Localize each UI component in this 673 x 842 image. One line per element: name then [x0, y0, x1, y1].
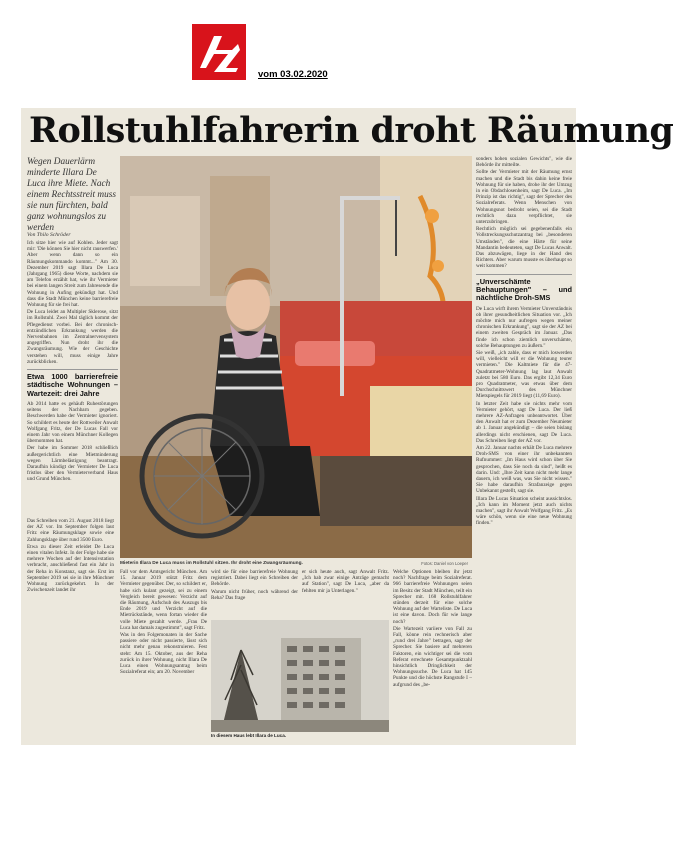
az-logo-mark: [192, 24, 246, 80]
photo-caption-row: [120, 561, 472, 566]
body-paragraph: Am 22. Januar nachts erhält De Luca mehrere Droh-SMS von einer ihr unbekannten Rufnummer: „Im Haus wird schon über Sie gesprochen, dass Sie noch da sind", heißt es darin. Und: „Ihre Zeit kann nicht mehr lange dauern, ich weiß was, was Sie nicht wissen." Sie habe daraufhin Strafanzeige gegen Unbekannt gestellt, sagt sie.: [476, 445, 572, 495]
woman-in-wheelchair-photo: [120, 156, 472, 558]
lead-column: [27, 240, 118, 515]
body-paragraph: Das Schreiben vom 21. August 2018 liegt der AZ vor. Im September folgen laut Fritz eine Räumungsklage sowie eine Zahlungsklage über rund 3500 Euro.: [27, 518, 114, 543]
body-paragraph: Sollte der Vermieter mit der Räumung ernst machen und die Stadt bis dahin keine freie Wohnung für sie haben, drohe ihr der Umzug in ein Obdachlosenheim, sagt De Luca. „Im Prinzip ist das richtig", sagt der Sprecher des Sozialreferats. Wenn Menschen von Wohnungsnot bedroht seien, sei die Stadt rechtlich dazu verpflichtet, sie unterzubringen.: [476, 169, 572, 226]
lead-paragraph: Ich sitze hier wie auf Kohlen. Jeder sagt mir: 'Die können Sie hier nicht rauswerfen.' Aber wenn dann so ein Räumungskommando kommt..." Am 30. Dezember 2019 sagt Illara De Luca (Jahrgang 1965) diese Worte, nachdem sie am Telefon erzählt hat, wie ihr Vermieter bei einem langen Streit zum Jahresende die Wohnung in Aufing gekündigt hat. Und dass die Stadt München keine barrierefreie Wohnung für sie frei hat.: [27, 240, 118, 309]
body-paragraph: Sie weiß, „ich zahle, dass er mich loswerden will, vielleicht will er die Wohnung teurer vermieten." Die Kaltmiete für die 47-Quadratmeter-Wohnung lag laut Anwalt zuletzt bei 580 Euro. Das ergibt 12,34 Euro pro Quadratmeter, was etwas über dem Durchschnittswert des Münchner Mietspiegels für 2019 liegt (11,69 Euro).: [476, 349, 572, 400]
body-paragraph: Warum nicht früher, noch während der Reha? Das frage: [211, 588, 298, 601]
photo-caption: Mieterin Illara De Luca muss im Rollstuhl sitzen. Ihr droht eine Zwangsräumung.: [120, 561, 303, 566]
body-column-1: [27, 518, 114, 738]
body-paragraph: er sich heute auch, sagt Anwalt Fritz. „Ich hab zwar einige Anträge gemacht auf Station", sagt De Luca, „aber da fehlten mir ja Unterlagen.": [302, 569, 389, 594]
body-paragraph: Rechtlich möglich sei gegebenenfalls ein Vollstreckungsschutzantrag bei „besonderen Umständen", die eine Härte für seine Mandantin bedeuteten, sagt De Lucas Anwalt. Das abzuwägen, liege in der Hand des Richters. Aber warum musste es überhaupt so weit kommen?: [476, 226, 572, 270]
body-paragraph: Ab 2014 hatte es gehäuft Ruhestörungen seitens der Nachbarn gegeben. Beschwerden habe der Vermieter ignoriert. So schildert es heute der Rottweiler Anwalt Wolfgang Fritz, der De Lucas Fall vor einem Jahr von einem Münchner Kollegen übernommen hat.: [27, 400, 118, 445]
body-paragraph: Fall vor dem Amtsgericht München. Am 15. Januar 2019 stützt Fritz dem Vermieter gegenüber. Der, so schildert er, habe sich kulant gezeigt, sei zu einem Vergleich bereit gewesen: Verzicht auf die Räumung, Aufschub des Auszugs bis Ende 2019 und Verzicht auf die Mietrückstände, wenn fortan wieder die volle Miete gezahlt werde. „Frau De Luca hat damals zugestimmt", sagt Fritz.: [120, 569, 207, 631]
article-headline: Rollstuhlfahrerin droht Räumung: [29, 110, 673, 151]
article-photo: [120, 156, 472, 558]
body-paragraph: In letzter Zeit habe sie nichts mehr vom Vermieter gehört, sagt De Luca. Der ließ mehrere AZ-Anfragen unbeantwortet. Über den Anwalt hat er zum Dezember Neumieter ab 1. Januar angekündigt – die seien bislang allerdings nicht erschienen, sagt De Luca. Das Schreiben liegt der AZ vor.: [476, 400, 572, 444]
photo-credit: Fotos: Daniel von Loeper: [421, 561, 468, 566]
publication-date: vom 03.02.2020: [258, 69, 328, 80]
article-teaser: Wegen Dauerlärm minderte Illara De Luca ihre Miete. Nach einem Rechtsstreit muss sie nun fürchten, bald ganz wohnungslos zu werden: [27, 157, 116, 233]
body-column-5: [393, 569, 472, 737]
article-byline: Von Thilo Schröder: [27, 232, 71, 238]
body-paragraph: Illara De Lucas Situation scheint aussichtslos. „Ich kann im Moment jetzt auch nichts machen", sagt ihr Anwalt Wolfgang Fritz. „Es wäre schön, wenn sie eine neue Wohnung finden.": [476, 495, 572, 527]
body-paragraph: Der habe im Sommer 2018 schließlich außergerichtlich eine Mietminderung wegen Lärmbelästigung beantragt. Daraufhin kündigt der Vermieter De Luca fristlos über den Vermieterverband Haus und Grund München.: [27, 445, 118, 483]
body-paragraph: Was in den Folgemonaten in der Sache passiere oder nicht passierte, lässt sich nicht mehr genau rekonstruieren. Fest steht: Am 15. Oktober, aus der Reha zurück in ihrer Wohnung, nicht Illara De Luca einen Wohnungsantrag beim Sozialreferat ein; am 20. November: [120, 632, 207, 676]
subheading: Etwa 1000 barrierefreie städtische Wohnungen – Wartezeit: drei Jahre: [27, 369, 118, 398]
house-photo: [211, 620, 389, 732]
body-column-3: [211, 569, 298, 617]
body-paragraph: De Luca wirft ihrem Vermieter Unverständnis ob ihrer gesundheitlichen Situation vor. „Ich möchte mich nur aufregen wegen meiner chronischen Erkrankung", sagt sie der AZ bei einem zweiten Gespräch im Januar. „Das finde ich schon ziemlich unverschämte, solche Behauptungen zu äußern.": [476, 305, 572, 349]
body-paragraph: wird sie für eine barrierefreie Wohnung registriert. Dabei liegt ein Schreiben der Behörde.: [211, 569, 298, 588]
subheading: „Unverschämte Behauptungen" – und nächtliche Droh-SMS: [476, 274, 572, 303]
right-column: [476, 156, 572, 738]
body-paragraph: Die Wartezeit variiere von Fall zu Fall, könne rein rechnerisch aber „rund drei Jahre" betragen, sagt der Sprecher. Sie basiere auf mehreren Faktoren, ein wichtiger sei die vom Referat errechnete Gesamtpunktzahl hinsichtlich Dringlichkeit der Wohnungssuche. De Luca hat 145 Punkte und die höchste Rangstufe I – aufgrund des „be-: [393, 625, 472, 688]
apartment-building-photo: [211, 620, 389, 732]
body-paragraph: sonders hohen sozialen Gewichts", wie die Behörde ihr mitteilte.: [476, 156, 572, 169]
az-logo: [192, 24, 246, 80]
lead-paragraph: De Luca leidet an Multipler Sklerose, sitzt im Rollstuhl. Zwei Mal täglich kommt der Pflegedienst vorbei. Bei der chronisch-entzündlichen Erkrankung werden die Nervenbahnen im Zentralnervensystem angegriffen. Nun droht ihr die Zwangsräumung. Wie der Geschichte verstehen will, muss einige Jahre zurückblicken.: [27, 309, 118, 365]
body-paragraph: Welche Optionen bleiben ihr jetzt noch? Nachfrage beim Sozialreferat. 966 barrierefreie Wohnungen seien im Besitz der Stadt München, teilt ein Sprecher mit. 168 Rollstuhlfahrer stünden derzeit für eine solche Wohnung auf der Warteliste. De Luca ist eine davon. Doch für wie lange noch?: [393, 569, 472, 625]
house-caption: In diesem Haus lebt Illara de Luca.: [211, 733, 287, 738]
body-column-4: [302, 569, 389, 617]
newspaper-clipping: [21, 108, 673, 745]
body-column-2: [120, 569, 207, 737]
body-paragraph: Etwa zu dieser Zeit erleidet De Luca einen vitalen Infekt. In der Folge habe sie mehrere Wochen auf der Intensivstation verbracht, anschließend fast ein Jahr in der Reha in Konstanz, sagt sie. Erst im September 2019 sei sie in ihre Münchner Wohnung zurückgekehrt. In der Zwischenzeit landet ihr: [27, 543, 114, 594]
